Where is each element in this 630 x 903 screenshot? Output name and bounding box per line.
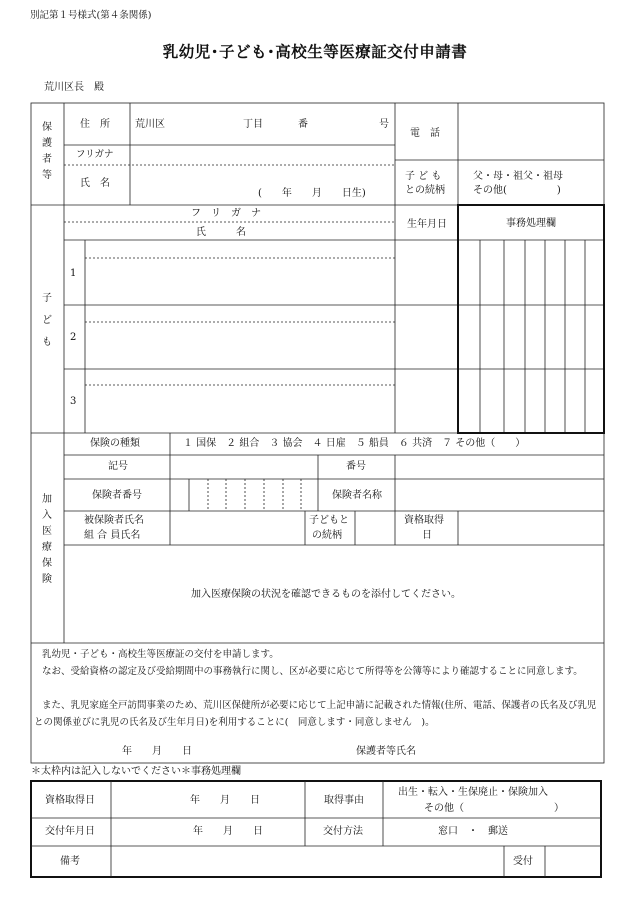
children-birth-label: 生年月日 — [407, 219, 447, 230]
eligibility-label-1: 資格取得 — [404, 515, 444, 526]
remarks-label: 備考 — [60, 856, 80, 867]
address-go: 号 — [379, 119, 389, 130]
declaration-line-1: 乳幼児・子ども・高校生等医療証の交付を申請します。 — [42, 649, 279, 660]
address-ban: 番 — [298, 119, 308, 130]
relation-label-1: 子 ど も — [405, 171, 442, 182]
declaration-date: 年 月 日 — [122, 746, 192, 757]
phone-label: 電 話 — [410, 128, 440, 139]
eligibility-date-label: 資格取得日 — [45, 795, 95, 806]
relation-options-2: その他( ) — [473, 185, 561, 196]
declaration-line-2: なお、受給資格の認定及び受給期間中の事務執行に関し、区が必要に応じて所得等を公簿等により確認することに同意します。 — [42, 666, 583, 677]
issue-date-label: 交付年月日 — [45, 826, 95, 837]
signature-label: 保護者等氏名 — [356, 746, 416, 757]
issue-method-label: 交付方法 — [323, 826, 363, 837]
address-chome: 丁目 — [243, 119, 263, 130]
office-note: ＊太枠内は記入しないでください＊事務処理欄 — [31, 766, 241, 777]
eligibility-label-2: 日 — [422, 530, 432, 541]
address-prefix: 荒川区 — [135, 119, 165, 130]
declaration-line-3: また、乳児家庭全戸訪問事業のため、荒川区保健所が必要に応じて上記申請に記載された情報(住所、電話、保護者の氏名及び乳児との関係並びに乳児の氏名及び生年月日)を利用することに( 同意します・同意しません )。 — [34, 700, 597, 728]
issue-date-value: 年 月 日 — [193, 826, 263, 837]
child-row-number: 3 — [70, 396, 77, 407]
child-row-number: 2 — [70, 332, 77, 343]
insurance-type-label: 保険の種類 — [90, 438, 140, 449]
issue-methods: 窓口 ・ 郵送 — [438, 826, 508, 837]
insurer-number-label: 保険者番号 — [92, 490, 142, 501]
insurance-section-label: 加入医療保険 — [42, 494, 52, 585]
relation-options-1: 父・母・祖父・祖母 — [473, 171, 563, 182]
office-processing-label: 事務処理欄 — [506, 218, 556, 229]
children-name-label: 氏 名 — [196, 227, 246, 238]
reason-options-2: その他（ ） — [424, 803, 564, 814]
eligibility-date-value: 年 月 日 — [190, 795, 260, 806]
insured-label-1: 被保険者氏名 — [84, 515, 144, 526]
form-reference: 別記第１号様式(第４条関係) — [30, 10, 152, 21]
attach-note: 加入医療保険の状況を確認できるものを添付してください。 — [191, 589, 461, 600]
insurer-name-label: 保険者名称 — [332, 490, 382, 501]
guardian-furigana-label: フリガナ — [76, 149, 114, 160]
received-label: 受付 — [513, 856, 533, 867]
guardian-name-label: 氏 名 — [80, 178, 110, 189]
relation-label-2: との続柄 — [405, 185, 445, 196]
child-row-number: 1 — [70, 268, 77, 279]
child-relation-label-2: の続柄 — [312, 530, 342, 541]
children-furigana-label: フ リ ガ ナ — [191, 208, 261, 219]
children-section-label: 子ども — [42, 293, 52, 348]
guardian-section-label: 保護者等 — [42, 122, 52, 181]
addressee: 荒川区長 殿 — [44, 82, 104, 93]
number-label: 番号 — [346, 461, 366, 472]
insured-label-2: 組 合 員氏名 — [84, 530, 141, 541]
page-title: 乳幼児･子ども･高校生等医療証交付申請書 — [162, 43, 468, 61]
child-relation-label-1: 子どもと — [309, 515, 349, 526]
address-label: 住 所 — [80, 119, 110, 130]
guardian-birth-line: ( 年 月 日生) — [258, 188, 366, 199]
reason-options-1: 出生・転入・生保廃止・保険加入 — [398, 787, 548, 798]
symbol-label: 記号 — [108, 461, 128, 472]
insurance-type-options: １ 国保 ２ 組合 ３ 協会 ４ 日雇 ５ 船員 ６ 共済 ７ その他（ ） — [183, 438, 526, 449]
reason-label: 取得事由 — [324, 795, 364, 806]
